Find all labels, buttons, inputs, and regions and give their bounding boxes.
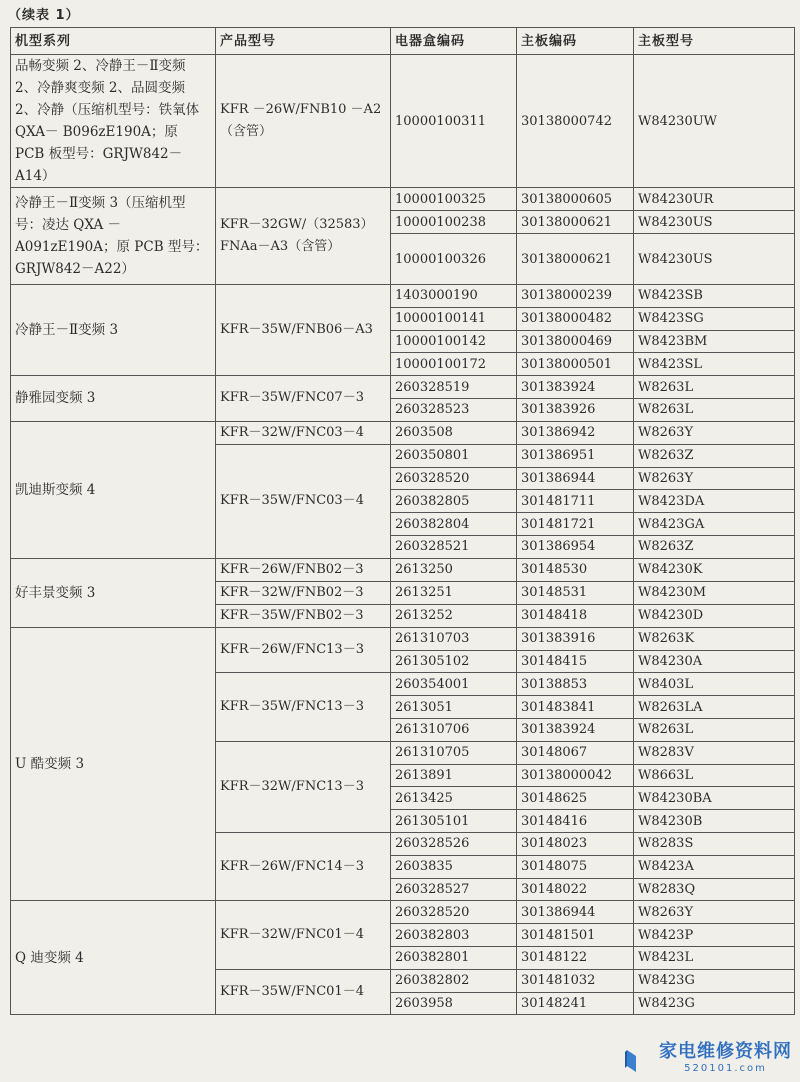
board-model-cell: W8283V — [634, 741, 795, 764]
board-model-cell: W84230D — [634, 604, 795, 627]
box-code-cell: 10000100326 — [391, 234, 517, 285]
board-model-cell: W8423SG — [634, 307, 795, 330]
product-model-cell: KFR－32W/FNC01－4 — [216, 901, 391, 969]
board-model-cell: W84230UW — [634, 55, 795, 188]
product-model-cell: KFR－32W/FNC13－3 — [216, 741, 391, 832]
box-code-cell: 261310703 — [391, 627, 517, 650]
product-model-cell: KFR－35W/FNB06－A3 — [216, 285, 391, 376]
watermark-url: 520101.com — [684, 1063, 767, 1074]
box-code-cell: 260328526 — [391, 832, 517, 855]
box-code-cell: 10000100311 — [391, 55, 517, 188]
board-code-cell: 30148418 — [517, 604, 634, 627]
header-board-code: 主板编码 — [517, 28, 634, 55]
series-cell: 品畅变频 2、冷静王－Ⅱ变频 2、冷静爽变频 2、品圆变频 2、冷静（压缩机型号：铁氧体 QXA－ B096zE190A；原 PCB 板型号：GRJW842－A14） — [11, 55, 216, 188]
board-code-cell: 301481501 — [517, 924, 634, 947]
board-code-cell: 301386944 — [517, 467, 634, 490]
box-code-cell: 260328523 — [391, 398, 517, 421]
box-code-cell: 2613250 — [391, 558, 517, 581]
table-header-row — [11, 28, 795, 55]
box-code-cell: 2603835 — [391, 855, 517, 878]
board-code-cell: 30138000605 — [517, 188, 634, 211]
product-model-cell: KFR－35W/FNB02－3 — [216, 604, 391, 627]
table-row — [11, 55, 795, 188]
board-model-cell: W8403L — [634, 673, 795, 696]
series-cell: 好丰景变频 3 — [11, 558, 216, 627]
box-code-cell: 260382804 — [391, 513, 517, 536]
board-code-cell: 301481032 — [517, 969, 634, 992]
board-code-cell: 301386951 — [517, 444, 634, 467]
board-code-cell: 30138000042 — [517, 764, 634, 787]
board-model-cell: W8263K — [634, 627, 795, 650]
box-code-cell: 260382805 — [391, 490, 517, 513]
board-model-cell: W84230B — [634, 810, 795, 833]
board-code-cell: 30138000742 — [517, 55, 634, 188]
box-code-cell: 260382803 — [391, 924, 517, 947]
board-code-cell: 301386954 — [517, 535, 634, 558]
product-model-cell: KFR－35W/FNC01－4 — [216, 969, 391, 1015]
board-model-cell: W8423SB — [634, 285, 795, 308]
board-model-cell: W84230US — [634, 211, 795, 234]
box-code-cell: 260354001 — [391, 673, 517, 696]
table-body — [11, 55, 795, 1015]
box-code-cell: 261305102 — [391, 650, 517, 673]
table-row — [11, 188, 795, 211]
board-code-cell: 30138000239 — [517, 285, 634, 308]
series-cell: U 酷变频 3 — [11, 627, 216, 901]
series-cell: 静雅园变频 3 — [11, 376, 216, 422]
box-code-cell: 2603958 — [391, 992, 517, 1015]
board-model-cell: W8423BM — [634, 330, 795, 353]
board-model-cell: W84230BA — [634, 787, 795, 810]
board-code-cell: 301383926 — [517, 398, 634, 421]
box-code-cell: 261305101 — [391, 810, 517, 833]
board-code-cell: 30148531 — [517, 581, 634, 604]
board-model-cell: W84230UR — [634, 188, 795, 211]
product-model-cell: KFR－32W/FNC03－4 — [216, 421, 391, 444]
header-board-model: 主板型号 — [634, 28, 795, 55]
box-code-cell: 260328520 — [391, 467, 517, 490]
board-code-cell: 30148415 — [517, 650, 634, 673]
product-model-cell: KFR－32W/FNB02－3 — [216, 581, 391, 604]
box-code-cell: 260328521 — [391, 535, 517, 558]
box-code-cell: 10000100238 — [391, 211, 517, 234]
product-model-cell: KFR－26W/FNB02－3 — [216, 558, 391, 581]
product-model-cell: KFR－35W/FNC07－3 — [216, 376, 391, 422]
box-code-cell: 2613251 — [391, 581, 517, 604]
product-model-cell: KFR－35W/FNC03－4 — [216, 444, 391, 558]
board-code-cell: 30148122 — [517, 946, 634, 969]
box-code-cell: 10000100141 — [391, 307, 517, 330]
header-series: 机型系列 — [11, 28, 216, 55]
board-code-cell: 301481721 — [517, 513, 634, 536]
board-model-cell: W8263Y — [634, 421, 795, 444]
table-row — [11, 421, 795, 444]
board-model-cell: W84230US — [634, 234, 795, 285]
product-model-cell: KFR－35W/FNC13－3 — [216, 673, 391, 741]
page-title: （续表 1） — [8, 8, 80, 23]
board-model-cell: W8263Y — [634, 901, 795, 924]
board-code-cell: 301481711 — [517, 490, 634, 513]
product-model-cell: KFR－26W/FNC14－3 — [216, 832, 391, 900]
board-model-cell: W8423A — [634, 855, 795, 878]
board-code-cell: 301386942 — [517, 421, 634, 444]
table-row — [11, 627, 795, 650]
series-cell: 凯迪斯变频 4 — [11, 421, 216, 558]
board-code-cell: 30148075 — [517, 855, 634, 878]
header-box-code: 电器盒编码 — [391, 28, 517, 55]
board-code-cell: 30138000469 — [517, 330, 634, 353]
box-code-cell: 2613425 — [391, 787, 517, 810]
board-model-cell: W8423P — [634, 924, 795, 947]
product-model-cell: KFR－26W/FNC13－3 — [216, 627, 391, 673]
board-model-cell: W8263LA — [634, 696, 795, 719]
board-code-cell: 301386944 — [517, 901, 634, 924]
board-model-cell: W8423SL — [634, 353, 795, 376]
board-model-cell: W8263Z — [634, 444, 795, 467]
board-model-cell: W84230M — [634, 581, 795, 604]
board-code-cell: 30148530 — [517, 558, 634, 581]
box-code-cell: 260382801 — [391, 946, 517, 969]
board-model-cell: W8263Y — [634, 467, 795, 490]
box-code-cell: 260382802 — [391, 969, 517, 992]
board-model-cell: W8423DA — [634, 490, 795, 513]
watermark-main: 家电维修资料网 — [659, 1041, 792, 1062]
box-code-cell: 260350801 — [391, 444, 517, 467]
board-model-cell: W8423G — [634, 969, 795, 992]
box-code-cell: 10000100325 — [391, 188, 517, 211]
watermark — [659, 1037, 792, 1074]
board-model-cell: W8263Z — [634, 535, 795, 558]
table-row — [11, 285, 795, 308]
board-code-cell: 301383916 — [517, 627, 634, 650]
board-code-cell: 30138853 — [517, 673, 634, 696]
board-model-cell: W8423L — [634, 946, 795, 969]
watermark-logo-icon — [624, 1048, 638, 1074]
box-code-cell: 260328519 — [391, 376, 517, 399]
box-code-cell: 261310706 — [391, 718, 517, 741]
product-model-cell: KFR－32GW/（32583）FNAa－A3（含管） — [216, 188, 391, 285]
board-model-cell: W8283S — [634, 832, 795, 855]
board-code-cell: 30138000482 — [517, 307, 634, 330]
series-cell: 冷静王－Ⅱ变频 3 — [11, 285, 216, 376]
model-table — [10, 27, 795, 1015]
board-code-cell: 30138000621 — [517, 234, 634, 285]
board-code-cell: 30148416 — [517, 810, 634, 833]
board-code-cell: 301383924 — [517, 376, 634, 399]
box-code-cell: 260328527 — [391, 878, 517, 901]
board-code-cell: 301383924 — [517, 718, 634, 741]
box-code-cell: 260328520 — [391, 901, 517, 924]
board-model-cell: W8663L — [634, 764, 795, 787]
board-code-cell: 30148067 — [517, 741, 634, 764]
board-model-cell: W8263L — [634, 376, 795, 399]
header-product-model: 产品型号 — [216, 28, 391, 55]
board-model-cell: W8423GA — [634, 513, 795, 536]
board-model-cell: W8263L — [634, 398, 795, 421]
board-model-cell: W84230K — [634, 558, 795, 581]
box-code-cell: 2613891 — [391, 764, 517, 787]
board-code-cell: 30148625 — [517, 787, 634, 810]
series-cell: Q 迪变频 4 — [11, 901, 216, 1015]
board-model-cell: W8423G — [634, 992, 795, 1015]
table-row — [11, 558, 795, 581]
board-code-cell: 30148241 — [517, 992, 634, 1015]
table-row — [11, 376, 795, 399]
table-row — [11, 901, 795, 924]
board-model-cell: W84230A — [634, 650, 795, 673]
box-code-cell: 10000100172 — [391, 353, 517, 376]
box-code-cell: 1403000190 — [391, 285, 517, 308]
box-code-cell: 2603508 — [391, 421, 517, 444]
board-code-cell: 301483841 — [517, 696, 634, 719]
board-code-cell: 30148022 — [517, 878, 634, 901]
board-code-cell: 30138000501 — [517, 353, 634, 376]
board-model-cell: W8283Q — [634, 878, 795, 901]
board-code-cell: 30138000621 — [517, 211, 634, 234]
box-code-cell: 10000100142 — [391, 330, 517, 353]
box-code-cell: 261310705 — [391, 741, 517, 764]
product-model-cell: KFR －26W/FNB10 －A2（含管） — [216, 55, 391, 188]
series-cell: 冷静王－Ⅱ变频 3（压缩机型号：凌达 QXA － A091zE190A；原 PCB 型号：GRJW842－A22） — [11, 188, 216, 285]
board-model-cell: W8263L — [634, 718, 795, 741]
box-code-cell: 2613252 — [391, 604, 517, 627]
box-code-cell: 2613051 — [391, 696, 517, 719]
board-code-cell: 30148023 — [517, 832, 634, 855]
